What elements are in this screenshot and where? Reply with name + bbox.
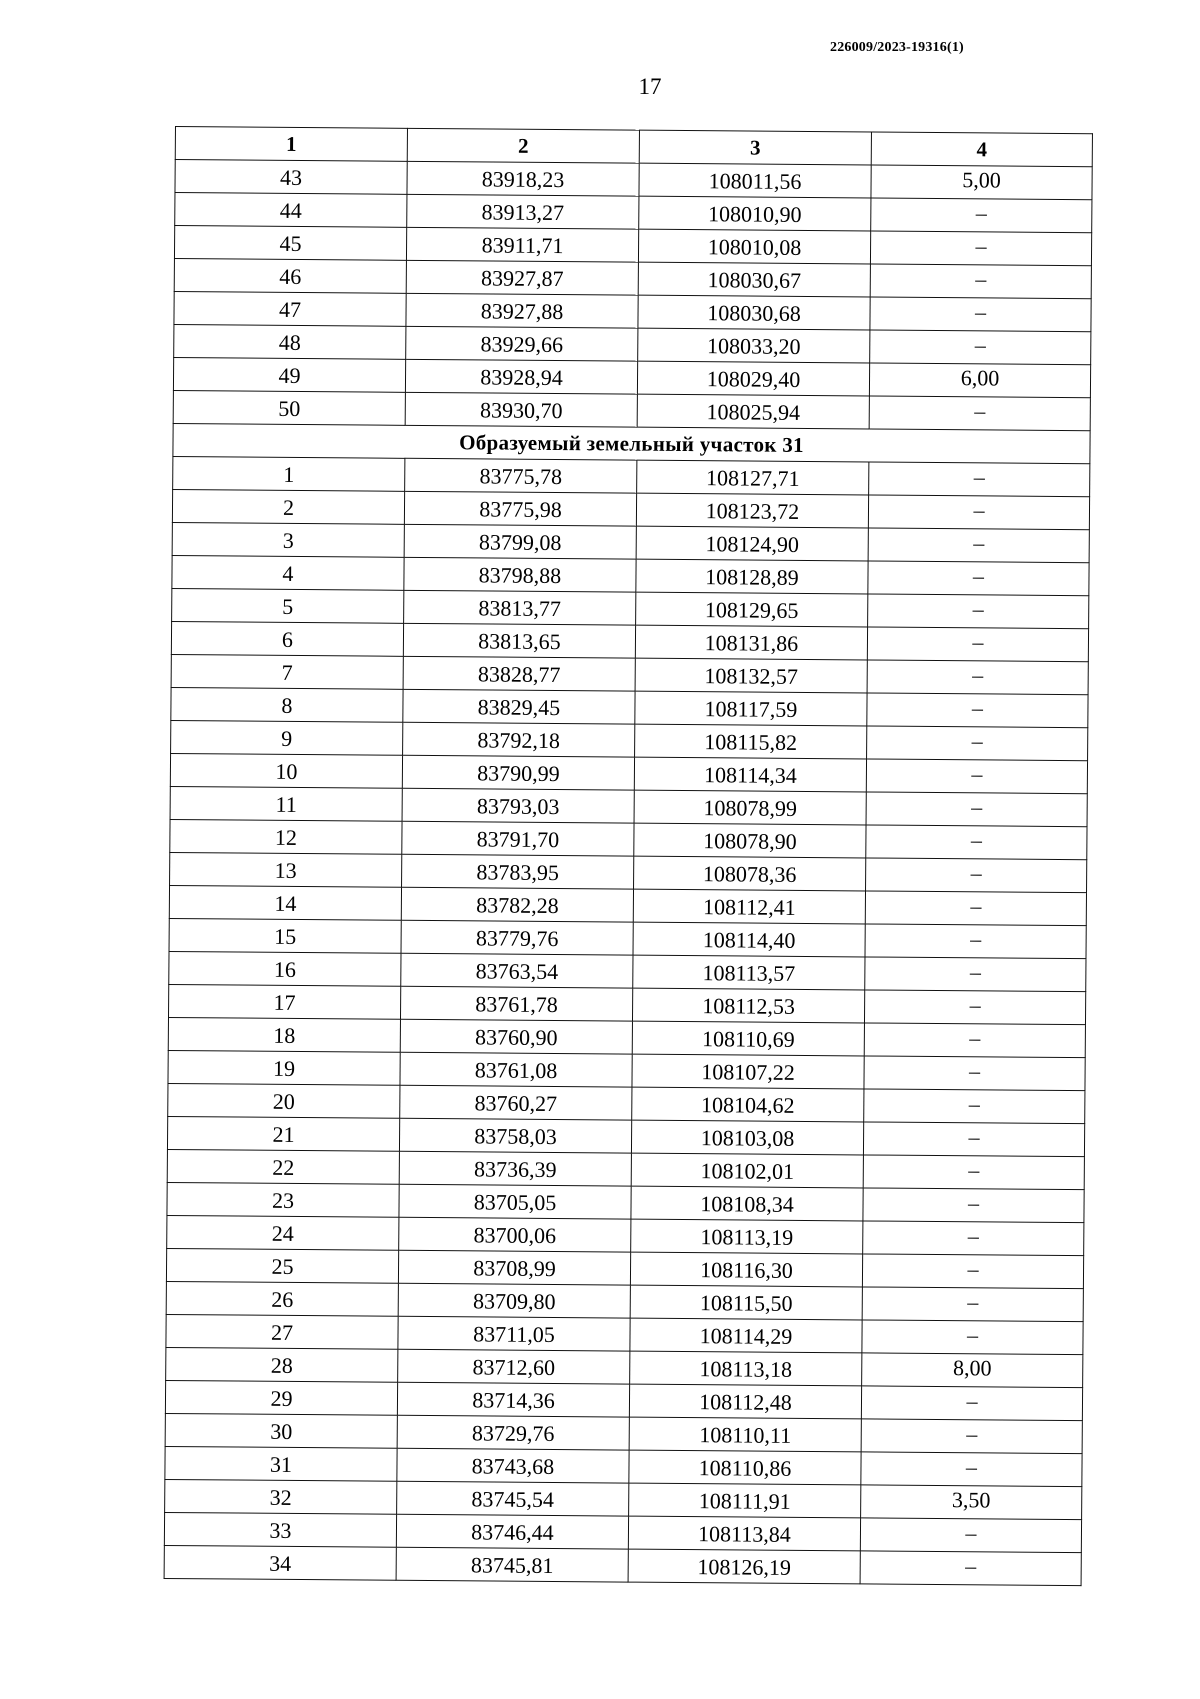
distance-cell: 6,00 (869, 363, 1090, 398)
distance-cell: – (860, 1551, 1081, 1586)
distance-cell: 3,50 (861, 1485, 1082, 1520)
x-coordinate-cell: 83760,90 (400, 1019, 632, 1054)
x-coordinate-cell: 83927,88 (406, 293, 638, 328)
point-number-cell: 50 (173, 390, 405, 425)
point-number-cell: 24 (167, 1215, 399, 1250)
x-coordinate-cell: 83705,05 (399, 1184, 631, 1219)
point-number-cell: 33 (164, 1512, 396, 1547)
coordinates-sheet (164, 126, 1093, 1586)
y-coordinate-cell: 108111,91 (629, 1483, 861, 1518)
x-coordinate-cell: 83775,98 (404, 491, 636, 526)
y-coordinate-cell: 108129,65 (636, 592, 868, 627)
y-coordinate-cell: 108115,82 (635, 724, 867, 759)
point-number-cell: 43 (175, 160, 407, 195)
table-body (164, 160, 1092, 1586)
coordinates-table (164, 126, 1093, 1586)
y-coordinate-cell: 108078,36 (634, 856, 866, 891)
x-coordinate-cell: 83790,99 (402, 755, 634, 790)
x-coordinate-cell: 83743,68 (397, 1448, 629, 1483)
point-number-cell: 15 (169, 918, 401, 953)
x-coordinate-cell: 83927,87 (406, 260, 638, 295)
point-number-cell: 16 (169, 951, 401, 986)
distance-cell: – (867, 627, 1088, 662)
point-number-cell: 44 (175, 193, 407, 228)
x-coordinate-cell: 83783,95 (402, 854, 634, 889)
x-coordinate-cell: 83792,18 (403, 722, 635, 757)
point-number-cell: 2 (172, 489, 404, 524)
distance-cell: – (871, 198, 1092, 233)
x-coordinate-cell: 83714,36 (397, 1382, 629, 1417)
x-coordinate-cell: 83711,05 (398, 1316, 630, 1351)
y-coordinate-cell: 108029,40 (637, 361, 869, 396)
x-coordinate-cell: 83758,03 (399, 1118, 631, 1153)
page-number: 17 (638, 74, 662, 99)
section-title: Образуемый земельный участок 31 (173, 423, 1090, 463)
y-coordinate-cell: 108011,56 (639, 163, 871, 198)
point-number-cell: 20 (168, 1083, 400, 1118)
distance-cell: – (866, 825, 1087, 860)
y-coordinate-cell: 108124,90 (636, 526, 868, 561)
y-coordinate-cell: 108113,19 (631, 1219, 863, 1254)
x-coordinate-cell: 83918,23 (407, 161, 639, 196)
distance-cell: – (861, 1419, 1082, 1454)
point-number-cell: 28 (166, 1347, 398, 1382)
x-coordinate-cell: 83813,65 (403, 623, 635, 658)
y-coordinate-cell: 108104,62 (632, 1087, 864, 1122)
point-number-cell: 9 (171, 720, 403, 755)
y-coordinate-cell: 108078,99 (634, 790, 866, 825)
distance-cell: – (860, 1518, 1081, 1553)
x-coordinate-cell: 83799,08 (404, 524, 636, 559)
x-coordinate-cell: 83930,70 (405, 392, 637, 427)
distance-cell: – (867, 693, 1088, 728)
y-coordinate-cell: 108110,69 (632, 1021, 864, 1056)
distance-cell: – (869, 462, 1090, 497)
point-number-cell: 22 (167, 1149, 399, 1184)
point-number-cell: 48 (174, 324, 406, 359)
column-header: 4 (871, 132, 1092, 167)
y-coordinate-cell: 108113,84 (628, 1516, 860, 1551)
x-coordinate-cell: 83736,39 (399, 1151, 631, 1186)
column-header: 3 (639, 130, 871, 165)
distance-cell: – (865, 957, 1086, 992)
distance-cell: – (864, 1056, 1085, 1091)
distance-cell: – (865, 891, 1086, 926)
point-number-cell: 47 (174, 291, 406, 326)
y-coordinate-cell: 108112,41 (633, 889, 865, 924)
y-coordinate-cell: 108108,34 (631, 1186, 863, 1221)
distance-cell: – (861, 1452, 1082, 1487)
x-coordinate-cell: 83761,08 (400, 1052, 632, 1087)
point-number-cell: 23 (167, 1182, 399, 1217)
y-coordinate-cell: 108128,89 (636, 559, 868, 594)
y-coordinate-cell: 108030,68 (638, 295, 870, 330)
distance-cell: – (863, 1188, 1084, 1223)
y-coordinate-cell: 108116,30 (630, 1252, 862, 1287)
point-number-cell: 8 (171, 687, 403, 722)
distance-cell: – (863, 1155, 1084, 1190)
distance-cell: – (868, 594, 1089, 629)
x-coordinate-cell: 83760,27 (400, 1085, 632, 1120)
point-number-cell: 25 (166, 1248, 398, 1283)
y-coordinate-cell: 108113,57 (633, 955, 865, 990)
point-number-cell: 18 (168, 1017, 400, 1052)
point-number-cell: 46 (174, 258, 406, 293)
distance-cell: – (862, 1254, 1083, 1289)
distance-cell: – (868, 495, 1089, 530)
y-coordinate-cell: 108123,72 (636, 493, 868, 528)
y-coordinate-cell: 108114,34 (634, 757, 866, 792)
x-coordinate-cell: 83793,03 (402, 788, 634, 823)
point-number-cell: 21 (167, 1116, 399, 1151)
point-number-cell: 32 (165, 1479, 397, 1514)
y-coordinate-cell: 108112,53 (632, 988, 864, 1023)
point-number-cell: 29 (165, 1380, 397, 1415)
x-coordinate-cell: 83700,06 (399, 1217, 631, 1252)
x-coordinate-cell: 83798,88 (404, 557, 636, 592)
y-coordinate-cell: 108030,67 (638, 262, 870, 297)
point-number-cell: 45 (174, 226, 406, 261)
y-coordinate-cell: 108131,86 (635, 625, 867, 660)
point-number-cell: 6 (171, 621, 403, 656)
distance-cell: – (864, 990, 1085, 1025)
y-coordinate-cell: 108114,29 (630, 1318, 862, 1353)
distance-cell: 8,00 (862, 1353, 1083, 1388)
distance-cell: – (867, 726, 1088, 761)
y-coordinate-cell: 108078,90 (634, 823, 866, 858)
x-coordinate-cell: 83708,99 (398, 1250, 630, 1285)
point-number-cell: 10 (170, 753, 402, 788)
point-number-cell: 3 (172, 522, 404, 557)
distance-cell: – (869, 396, 1090, 431)
distance-cell: – (868, 561, 1089, 596)
distance-cell: – (870, 264, 1091, 299)
distance-cell: – (861, 1386, 1082, 1421)
distance-cell: 5,00 (871, 165, 1092, 200)
distance-cell: – (866, 759, 1087, 794)
distance-cell: – (863, 1221, 1084, 1256)
point-number-cell: 13 (170, 852, 402, 887)
distance-cell: – (866, 792, 1087, 827)
x-coordinate-cell: 83779,76 (401, 920, 633, 955)
point-number-cell: 12 (170, 819, 402, 854)
x-coordinate-cell: 83763,54 (401, 953, 633, 988)
distance-cell: – (866, 858, 1087, 893)
point-number-cell: 14 (169, 885, 401, 920)
distance-cell: – (867, 660, 1088, 695)
y-coordinate-cell: 108107,22 (632, 1054, 864, 1089)
y-coordinate-cell: 108113,18 (630, 1351, 862, 1386)
point-number-cell: 26 (166, 1281, 398, 1316)
y-coordinate-cell: 108010,08 (638, 229, 870, 264)
point-number-cell: 1 (173, 456, 405, 491)
table-row (164, 1545, 1081, 1585)
distance-cell: – (868, 528, 1089, 563)
y-coordinate-cell: 108126,19 (628, 1549, 860, 1584)
point-number-cell: 30 (165, 1413, 397, 1448)
x-coordinate-cell: 83729,76 (397, 1415, 629, 1450)
x-coordinate-cell: 83709,80 (398, 1283, 630, 1318)
distance-cell: – (870, 231, 1091, 266)
point-number-cell: 11 (170, 786, 402, 821)
x-coordinate-cell: 83775,78 (405, 458, 637, 493)
distance-cell: – (870, 330, 1091, 365)
y-coordinate-cell: 108102,01 (631, 1153, 863, 1188)
point-number-cell: 27 (166, 1314, 398, 1349)
x-coordinate-cell: 83929,66 (406, 326, 638, 361)
distance-cell: – (862, 1320, 1083, 1355)
x-coordinate-cell: 83761,78 (400, 986, 632, 1021)
x-coordinate-cell: 83828,77 (403, 656, 635, 691)
x-coordinate-cell: 83791,70 (402, 821, 634, 856)
column-header: 2 (407, 128, 639, 163)
y-coordinate-cell: 108132,57 (635, 658, 867, 693)
point-number-cell: 19 (168, 1050, 400, 1085)
point-number-cell: 5 (172, 588, 404, 623)
y-coordinate-cell: 108010,90 (639, 196, 871, 231)
x-coordinate-cell: 83712,60 (398, 1349, 630, 1384)
x-coordinate-cell: 83782,28 (401, 887, 633, 922)
distance-cell: – (865, 924, 1086, 959)
column-header: 1 (175, 127, 407, 162)
distance-cell: – (863, 1122, 1084, 1157)
distance-cell: – (864, 1023, 1085, 1058)
x-coordinate-cell: 83813,77 (404, 590, 636, 625)
x-coordinate-cell: 83745,54 (397, 1481, 629, 1516)
y-coordinate-cell: 108103,08 (631, 1120, 863, 1155)
x-coordinate-cell: 83928,94 (405, 359, 637, 394)
distance-cell: – (864, 1089, 1085, 1124)
x-coordinate-cell: 83829,45 (403, 689, 635, 724)
y-coordinate-cell: 108110,86 (629, 1450, 861, 1485)
y-coordinate-cell: 108110,11 (629, 1417, 861, 1452)
distance-cell: – (862, 1287, 1083, 1322)
y-coordinate-cell: 108033,20 (638, 328, 870, 363)
y-coordinate-cell: 108025,94 (637, 394, 869, 429)
y-coordinate-cell: 108114,40 (633, 922, 865, 957)
y-coordinate-cell: 108127,71 (637, 460, 869, 495)
y-coordinate-cell: 108112,48 (629, 1384, 861, 1419)
document-id: 226009/2023-19316(1) (830, 40, 964, 55)
point-number-cell: 7 (171, 654, 403, 689)
point-number-cell: 34 (164, 1545, 396, 1580)
x-coordinate-cell: 83913,27 (407, 194, 639, 229)
y-coordinate-cell: 108115,50 (630, 1285, 862, 1320)
distance-cell: – (870, 297, 1091, 332)
point-number-cell: 31 (165, 1446, 397, 1481)
x-coordinate-cell: 83745,81 (396, 1547, 628, 1582)
point-number-cell: 4 (172, 555, 404, 590)
x-coordinate-cell: 83911,71 (406, 227, 638, 262)
y-coordinate-cell: 108117,59 (635, 691, 867, 726)
point-number-cell: 49 (173, 357, 405, 392)
point-number-cell: 17 (168, 984, 400, 1019)
x-coordinate-cell: 83746,44 (396, 1514, 628, 1549)
